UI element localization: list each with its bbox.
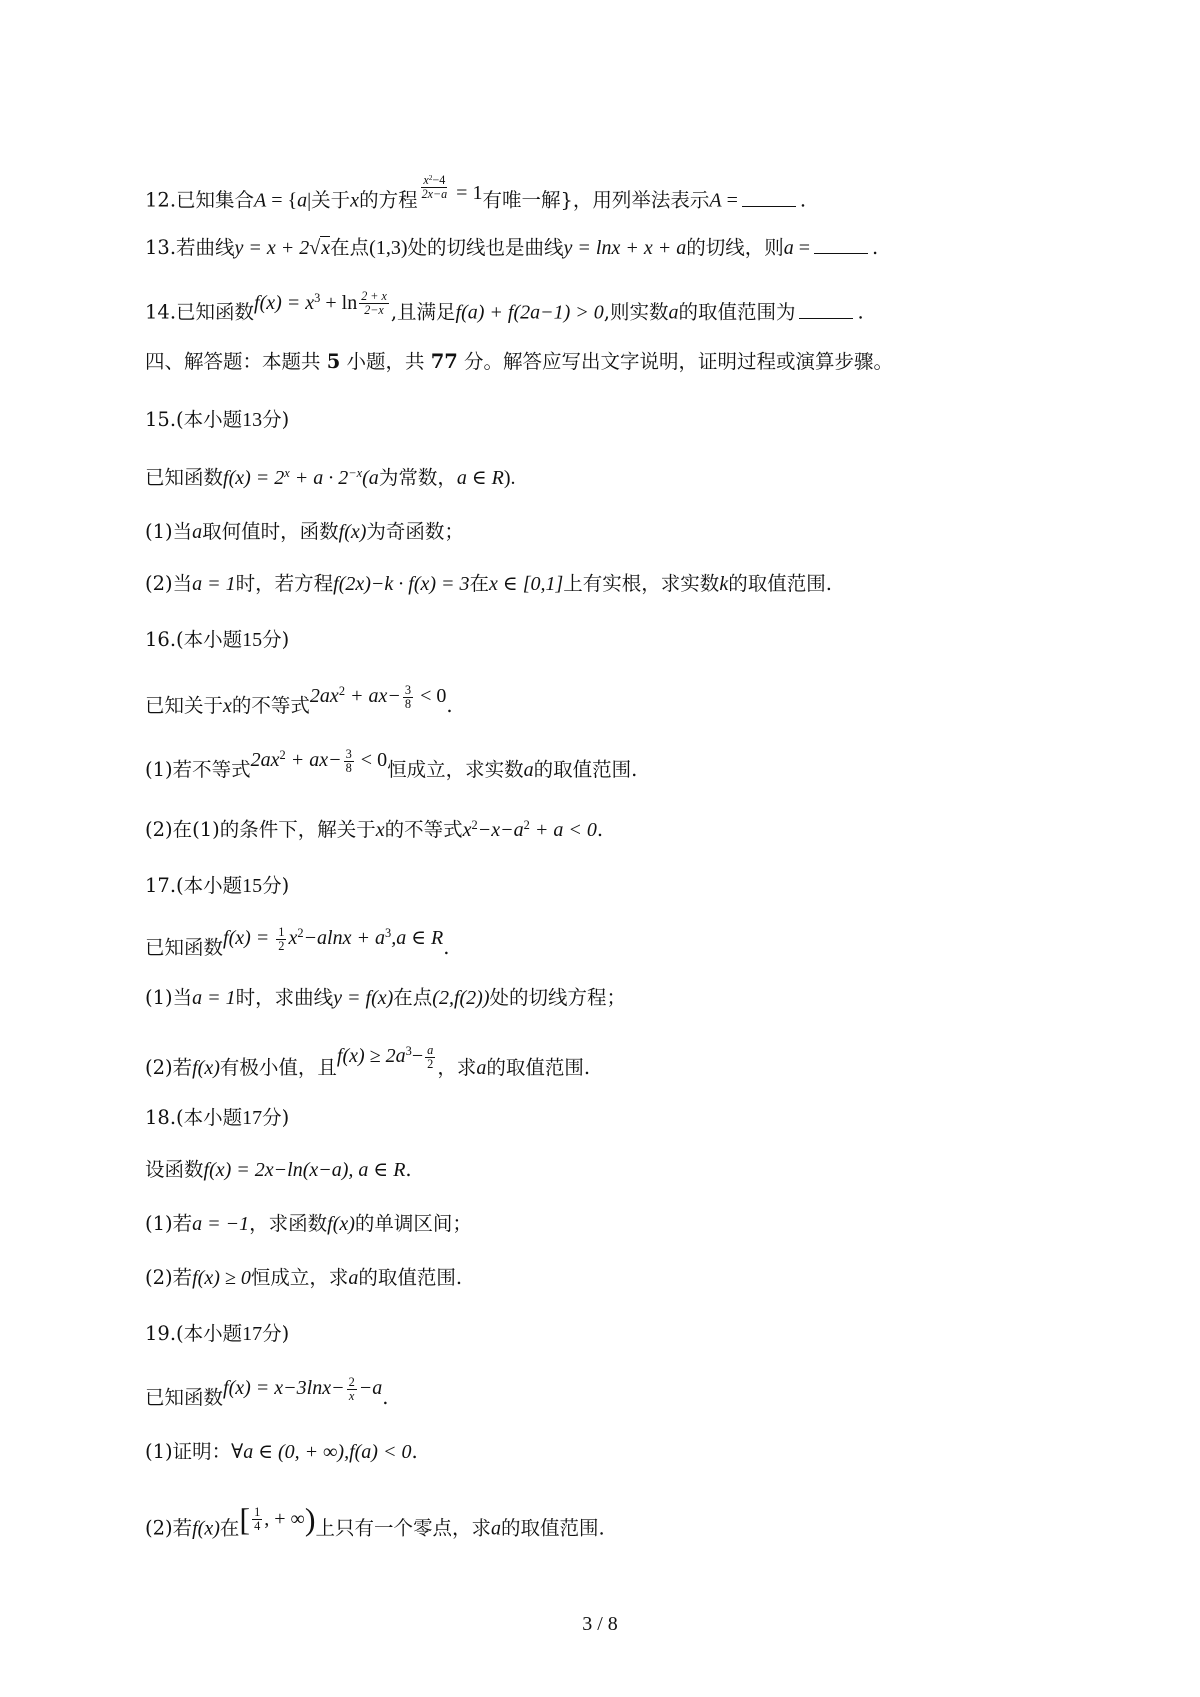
question-15-part-2 — [145, 572, 1140, 596]
question-17-stem — [145, 925, 1140, 963]
text: (1)当 — [145, 986, 193, 1009]
question-15-stem — [145, 466, 1140, 490]
fraction — [344, 748, 354, 775]
math: x — [321, 237, 331, 259]
text: ,且满足 — [390, 300, 456, 324]
text: 设函数 — [145, 1158, 204, 1181]
math: a — [476, 1057, 487, 1080]
text: 16.(本小题 — [145, 628, 243, 651]
text: 的取值范围. — [728, 572, 832, 595]
text: 时，求曲线 — [235, 986, 334, 1009]
question-18-part-2 — [145, 1266, 1140, 1290]
question-19-part-1 — [145, 1440, 1140, 1464]
text: 恒成立，求实数 — [387, 758, 524, 782]
math: x — [375, 819, 385, 841]
math: 4 — [254, 1518, 261, 1533]
math: 2 — [428, 172, 433, 182]
text: 处的切线也是曲线 — [407, 236, 564, 259]
math: = — [721, 189, 738, 212]
math: 3 — [345, 747, 352, 761]
math: 8 — [404, 697, 412, 712]
answer-blank[interactable] — [742, 192, 796, 207]
text: 为奇函数； — [366, 520, 464, 543]
text: 已知关于 — [145, 694, 224, 718]
math: −a — [358, 1377, 383, 1400]
text: 的取值范围. — [358, 1266, 463, 1289]
question-number: 13. — [145, 236, 177, 259]
math: = 1 — [451, 181, 483, 204]
text: 19.(本小题 — [145, 1322, 243, 1345]
math: a = −1 — [192, 1213, 250, 1235]
math: 2ax — [309, 685, 339, 708]
question-16-part-1 — [145, 747, 1140, 785]
text: (2)若 — [145, 1516, 193, 1540]
text: . — [446, 694, 453, 718]
math: f(a) + f(2a−1) > 0 — [455, 301, 604, 324]
text: 的切线，则 — [686, 236, 784, 259]
math: 2x−a — [421, 186, 448, 201]
math: x — [284, 466, 290, 481]
math: − — [411, 1045, 424, 1068]
math: y = f(x) — [333, 987, 394, 1009]
text: (2)当 — [145, 572, 193, 595]
score: 15 — [242, 629, 263, 651]
math: 2 — [471, 818, 478, 833]
math: −x — [348, 466, 363, 481]
math: + a < 0 — [529, 819, 597, 841]
text: 分) — [262, 874, 290, 897]
math: x — [348, 1389, 355, 1404]
fraction — [403, 684, 413, 711]
math: k — [719, 573, 729, 595]
text: 已知函数 — [145, 1386, 224, 1410]
text: (1)若不等式 — [145, 758, 251, 782]
math: + ax− — [285, 749, 342, 772]
question-number: 12. — [145, 188, 177, 212]
text: 17.(本小题 — [145, 874, 243, 897]
question-15-part-1 — [145, 520, 1140, 544]
math: [ — [239, 1501, 251, 1537]
math: x ∈ [0,1] — [489, 573, 564, 595]
text: 在 — [469, 572, 490, 595]
text: 上只有一个零点，求 — [315, 1516, 491, 1540]
math: 2 — [523, 818, 530, 833]
question-18-header — [145, 1106, 1140, 1130]
text: (1)当 — [145, 520, 193, 543]
question-13 — [145, 236, 1140, 260]
math: 2−x — [364, 302, 384, 317]
math: ,a ∈ R — [391, 927, 444, 950]
score: 15 — [242, 875, 263, 897]
math: 2ax — [250, 749, 280, 772]
text: . — [443, 936, 450, 960]
text: 的不等式 — [231, 694, 310, 718]
math: f(x) = x−3ln — [223, 1377, 323, 1400]
text: 已知集合 — [176, 188, 255, 212]
text: 18.(本小题 — [145, 1106, 243, 1129]
text: 的单调区间； — [354, 1212, 472, 1235]
math: = { — [266, 189, 298, 212]
math: < 0 — [415, 685, 447, 708]
text: (1)若 — [145, 1212, 193, 1235]
math: (1,3) — [369, 237, 408, 259]
math: f(x) ≥ 0 — [192, 1267, 251, 1289]
text: 已知函数 — [176, 300, 255, 324]
math: 8 — [345, 761, 352, 776]
question-19-header — [145, 1322, 1140, 1346]
sqrt-symbol: √ — [309, 237, 321, 259]
text: 分) — [262, 628, 290, 651]
math: a — [297, 189, 308, 212]
math: f(x) = 2x−ln(x−a), a ∈ R — [203, 1159, 406, 1181]
page-number: 3 / 8 — [582, 1613, 618, 1635]
text: (1)证明： — [145, 1440, 232, 1463]
math: x — [462, 819, 472, 841]
math: −4 — [432, 173, 446, 187]
fraction — [420, 174, 450, 200]
text: . — [799, 188, 807, 212]
math: f(x) — [192, 1057, 220, 1080]
question-19-part-2 — [145, 1501, 1140, 1548]
math: a = 1 — [192, 573, 236, 595]
math: 3 — [314, 290, 321, 305]
text: 恒成立，求 — [250, 1266, 349, 1289]
text: ，求 — [437, 1056, 477, 1080]
text: . — [405, 1158, 412, 1181]
question-16-stem — [145, 683, 1140, 721]
text: (2)在(1)的条件下，解关于 — [145, 818, 376, 841]
question-17-part-1 — [145, 986, 1140, 1010]
text: 取何值时，函数 — [202, 520, 339, 543]
score: 17 — [242, 1323, 263, 1345]
text: 已知函数 — [145, 466, 224, 489]
total-score: 77 — [430, 350, 458, 373]
math: 3 — [405, 1044, 412, 1059]
math: ) — [304, 1501, 316, 1537]
question-14 — [145, 289, 1140, 326]
text: (2)若 — [145, 1056, 193, 1080]
math: a ∈ R — [456, 467, 504, 489]
text: . — [411, 1440, 418, 1463]
math: y = x + 2 — [234, 237, 310, 259]
text: ，求函数 — [249, 1212, 328, 1235]
score: 17 — [242, 1107, 263, 1129]
text: (2)若 — [145, 1266, 193, 1289]
text: ,则实数 — [603, 300, 669, 324]
fraction — [252, 1506, 262, 1533]
math: = — [793, 237, 810, 259]
math: y = ln — [563, 237, 612, 259]
question-16-part-2 — [145, 818, 1140, 842]
text: 在点 — [330, 236, 370, 259]
math: f(x) = 2 — [223, 467, 285, 489]
answer-blank[interactable] — [799, 304, 853, 319]
math: a — [783, 237, 794, 259]
math: 2 — [278, 939, 285, 954]
question-17-part-2 — [145, 1043, 1140, 1083]
math: a — [668, 301, 679, 324]
math: ∀a ∈ (0, + ∞),f(a) < 0 — [231, 1441, 412, 1463]
math: −x−a — [477, 819, 524, 841]
question-15-header — [145, 408, 1140, 432]
question-17-header — [145, 874, 1140, 898]
text: 上有实根，求实数 — [563, 572, 720, 595]
math: f(x) ≥ 2a — [336, 1045, 406, 1068]
text: . — [596, 818, 604, 841]
math: x + a — [342, 927, 385, 950]
text: 为常数， — [378, 466, 457, 489]
text: ). — [503, 467, 516, 489]
math: x — [350, 189, 360, 212]
text: 处的切线方程； — [489, 986, 627, 1009]
question-16-header — [145, 628, 1140, 652]
math: A — [254, 189, 267, 212]
text: 关于 — [311, 188, 351, 212]
text: 的取值范围. — [500, 1516, 605, 1540]
question-18-stem — [145, 1158, 1140, 1182]
text: 分) — [262, 1322, 290, 1345]
question-12 — [145, 172, 1140, 214]
math: −aln — [303, 927, 343, 950]
text: 分) — [262, 1106, 290, 1129]
math: 1 — [254, 1504, 261, 1519]
text: 已知函数 — [145, 936, 224, 960]
math: f(x) = x — [254, 291, 315, 314]
section-heading — [145, 350, 1140, 373]
math: 3 — [404, 683, 412, 697]
fraction — [359, 290, 389, 316]
math: f(2x)−k · f(x) = 3 — [333, 573, 470, 595]
math: , + ∞ — [264, 1508, 305, 1531]
math: 2 — [348, 1375, 355, 1389]
math: a — [192, 521, 203, 543]
math: 2 — [338, 684, 346, 699]
math: x + x + a — [611, 237, 687, 259]
math: 2 — [297, 926, 304, 941]
math: 3 — [385, 926, 392, 941]
question-count: 5 — [326, 350, 341, 373]
text: . — [857, 300, 864, 324]
fraction — [425, 1044, 435, 1071]
question-18-part-1 — [145, 1212, 1140, 1236]
math: 2 — [427, 1057, 434, 1072]
math: a — [523, 759, 534, 782]
text: 时，若方程 — [235, 572, 334, 595]
math: f(x) — [338, 521, 367, 543]
fraction — [347, 1376, 357, 1403]
math: | — [307, 189, 312, 212]
text: . — [872, 236, 879, 259]
text: 四、解答题：本题共 — [145, 350, 327, 373]
question-19-stem — [145, 1375, 1140, 1413]
math: a — [348, 1267, 359, 1289]
math: + a · 2 — [289, 467, 349, 489]
fraction — [276, 926, 286, 953]
math: f(x) — [192, 1517, 220, 1540]
text: 有极小值，且 — [219, 1056, 337, 1080]
math: A — [709, 189, 722, 212]
math: a = 1 — [192, 987, 236, 1009]
math: a — [427, 1043, 434, 1057]
text: 在 — [219, 1516, 240, 1540]
text: 若曲线 — [176, 236, 235, 259]
text: 在点 — [393, 986, 433, 1009]
text: 15.(本小题 — [145, 408, 243, 431]
score: 13 — [242, 409, 263, 431]
math: f(x) — [327, 1213, 355, 1235]
math: + ln — [320, 291, 358, 314]
math: x — [223, 695, 232, 718]
math: 2 — [279, 748, 286, 763]
answer-blank[interactable] — [814, 239, 868, 254]
text: 分。解答应写出文字说明，证明过程或演算步骤。 — [457, 350, 894, 373]
math: x — [423, 173, 429, 187]
text: 小题，共 — [340, 350, 431, 373]
math: < 0 — [355, 749, 388, 772]
math: 1 — [278, 925, 285, 939]
text: 分) — [262, 408, 290, 431]
interval — [239, 1500, 315, 1538]
math: a — [490, 1517, 501, 1540]
math: f(x) = — [223, 927, 275, 950]
text: 有唯一解}，用列举法表示 — [482, 188, 710, 212]
math: + ax− — [345, 685, 401, 708]
math: (a — [362, 467, 379, 489]
text: . — [382, 1386, 389, 1410]
text: 的不等式 — [384, 818, 463, 841]
math: x− — [322, 1377, 345, 1400]
math: (2,f(2)) — [432, 987, 490, 1009]
question-number: 14. — [145, 300, 177, 324]
text: 的取值范围为 — [678, 300, 796, 324]
math: 2 + x — [361, 289, 387, 303]
text: 的取值范围. — [533, 758, 638, 782]
text: 的取值范围. — [486, 1056, 591, 1080]
text: 的方程 — [359, 188, 418, 212]
math: x — [288, 927, 298, 950]
